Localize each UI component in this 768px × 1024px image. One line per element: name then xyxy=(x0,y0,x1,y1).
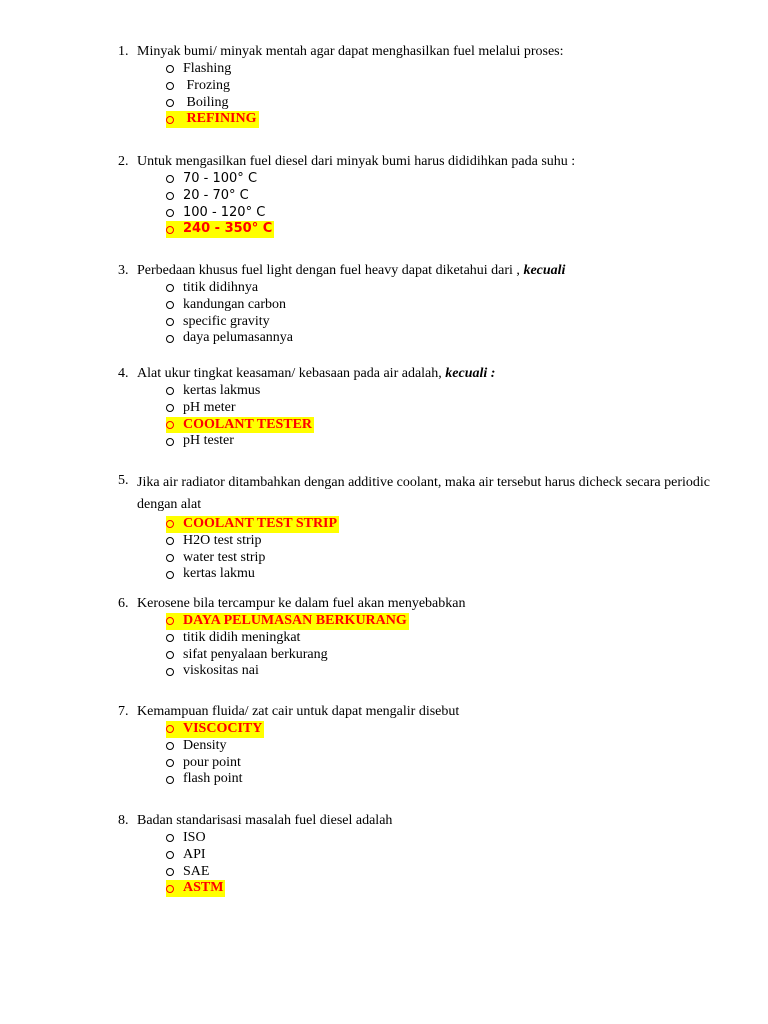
question-text xyxy=(137,365,738,383)
option-item-answer xyxy=(166,111,738,128)
option-item: Boiling xyxy=(166,95,738,112)
option-item: titik didihnya xyxy=(166,280,738,297)
question-2 xyxy=(118,153,738,238)
option-item: 20 - 70° C xyxy=(166,188,738,205)
question-4 xyxy=(118,365,738,450)
option-item-answer xyxy=(166,221,738,238)
question-number: 1. xyxy=(118,44,129,59)
option-item-answer xyxy=(166,880,738,897)
option-item: 100 - 120° C xyxy=(166,205,738,222)
option-item: ISO xyxy=(166,830,738,847)
hollow-circle-icon xyxy=(166,438,174,446)
answer-highlight: REFINING xyxy=(166,111,259,128)
question-number: 7. xyxy=(118,704,129,719)
hollow-circle-icon xyxy=(166,634,174,642)
option-item: kertas lakmus xyxy=(166,383,738,400)
hollow-circle-icon xyxy=(166,404,174,412)
question-text: Jika air radiator ditambahkan dengan additive coolant, maka air tersebut harus dicheck secara periodic dengan alat xyxy=(137,475,710,512)
option-item: Flashing xyxy=(166,61,738,78)
hollow-circle-icon xyxy=(166,776,174,784)
hollow-circle-icon xyxy=(166,885,174,893)
question-text: Kemampuan fluida/ zat cair untuk dapat mengalir disebut xyxy=(137,704,460,719)
option-item: Frozing xyxy=(166,78,738,95)
question-1 xyxy=(118,43,738,128)
option-item-answer xyxy=(166,613,738,630)
question-7 xyxy=(118,703,738,788)
question-8-stem xyxy=(118,812,738,830)
question-text: Untuk mengasilkan fuel diesel dari minyak bumi harus dididihkan pada suhu : xyxy=(137,154,576,169)
hollow-circle-icon xyxy=(166,851,174,859)
option-item: Density xyxy=(166,738,738,755)
option-item: 70 - 100° C xyxy=(166,171,738,188)
option-item: pH tester xyxy=(166,433,738,450)
hollow-circle-icon xyxy=(166,318,174,326)
hollow-circle-icon xyxy=(166,617,174,625)
option-item: pH meter xyxy=(166,400,738,417)
hollow-circle-icon xyxy=(166,226,174,234)
option-list xyxy=(118,61,738,128)
hollow-circle-icon xyxy=(166,335,174,343)
hollow-circle-icon xyxy=(166,668,174,676)
hollow-circle-icon xyxy=(166,520,174,528)
hollow-circle-icon xyxy=(166,209,174,217)
question-text-main: Perbedaan khusus fuel light dengan fuel heavy dapat diketahui dari , xyxy=(137,263,520,278)
hollow-circle-icon xyxy=(166,421,174,429)
question-emphasis: kecuali : xyxy=(445,366,496,381)
hollow-circle-icon xyxy=(166,387,174,395)
answer-highlight: COOLANT TEST STRIP xyxy=(166,516,339,533)
question-number: 4. xyxy=(118,366,129,381)
option-item: viskositas nai xyxy=(166,663,738,680)
question-text: Badan standarisasi masalah fuel diesel adalah xyxy=(137,813,393,828)
option-item: API xyxy=(166,847,738,864)
option-item-answer xyxy=(166,417,738,434)
option-list xyxy=(118,516,738,583)
hollow-circle-icon xyxy=(166,742,174,750)
question-number: 5. xyxy=(118,473,129,488)
option-item: sifat penyalaan berkurang xyxy=(166,647,738,664)
hollow-circle-icon xyxy=(166,82,174,90)
hollow-circle-icon xyxy=(166,868,174,876)
option-item-answer xyxy=(166,516,738,533)
answer-highlight: COOLANT TESTER xyxy=(166,417,314,434)
option-item: H2O test strip xyxy=(166,533,738,550)
question-emphasis: kecuali xyxy=(523,263,566,278)
option-list xyxy=(118,280,738,347)
answer-highlight: ASTM xyxy=(166,880,225,897)
hollow-circle-icon xyxy=(166,834,174,842)
question-text: Minyak bumi/ minyak mentah agar dapat menghasilkan fuel melalui proses: xyxy=(137,44,564,59)
option-item: daya pelumasannya xyxy=(166,330,738,347)
hollow-circle-icon xyxy=(166,99,174,107)
question-number: 3. xyxy=(118,263,129,278)
question-5-stem xyxy=(118,472,738,516)
question-4-stem xyxy=(118,365,738,383)
question-number: 8. xyxy=(118,813,129,828)
question-text: Kerosene bila tercampur ke dalam fuel akan menyebabkan xyxy=(137,596,466,611)
option-list xyxy=(118,830,738,897)
question-2-stem xyxy=(118,153,738,171)
option-item-answer xyxy=(166,721,738,738)
hollow-circle-icon xyxy=(166,725,174,733)
question-8 xyxy=(118,812,738,897)
hollow-circle-icon xyxy=(166,284,174,292)
answer-highlight: VISCOCITY xyxy=(166,721,264,738)
question-text xyxy=(137,262,738,280)
hollow-circle-icon xyxy=(166,116,174,124)
hollow-circle-icon xyxy=(166,571,174,579)
hollow-circle-icon xyxy=(166,65,174,73)
answer-highlight: 240 - 350° C xyxy=(166,221,274,238)
answer-highlight: DAYA PELUMASAN BERKURANG xyxy=(166,613,409,630)
question-7-stem xyxy=(118,703,738,721)
question-5 xyxy=(118,472,738,583)
option-item: pour point xyxy=(166,755,738,772)
option-item: kandungan carbon xyxy=(166,297,738,314)
option-list xyxy=(118,171,738,238)
question-3 xyxy=(118,262,738,347)
option-item: kertas lakmu xyxy=(166,566,738,583)
option-item: flash point xyxy=(166,771,738,788)
hollow-circle-icon xyxy=(166,192,174,200)
option-item: SAE xyxy=(166,864,738,881)
question-6-stem xyxy=(118,595,738,613)
hollow-circle-icon xyxy=(166,759,174,767)
hollow-circle-icon xyxy=(166,175,174,183)
hollow-circle-icon xyxy=(166,554,174,562)
option-list xyxy=(118,383,738,450)
option-item: specific gravity xyxy=(166,314,738,331)
option-item: water test strip xyxy=(166,550,738,567)
question-3-stem xyxy=(118,262,738,280)
question-number: 6. xyxy=(118,596,129,611)
option-list xyxy=(118,613,738,680)
question-1-stem xyxy=(118,43,738,61)
option-item: titik didih meningkat xyxy=(166,630,738,647)
hollow-circle-icon xyxy=(166,651,174,659)
option-list xyxy=(118,721,738,788)
hollow-circle-icon xyxy=(166,301,174,309)
question-number: 2. xyxy=(118,154,129,169)
question-6 xyxy=(118,595,738,680)
hollow-circle-icon xyxy=(166,537,174,545)
question-text-main: Alat ukur tingkat keasaman/ kebasaan pada air adalah, xyxy=(137,366,442,381)
